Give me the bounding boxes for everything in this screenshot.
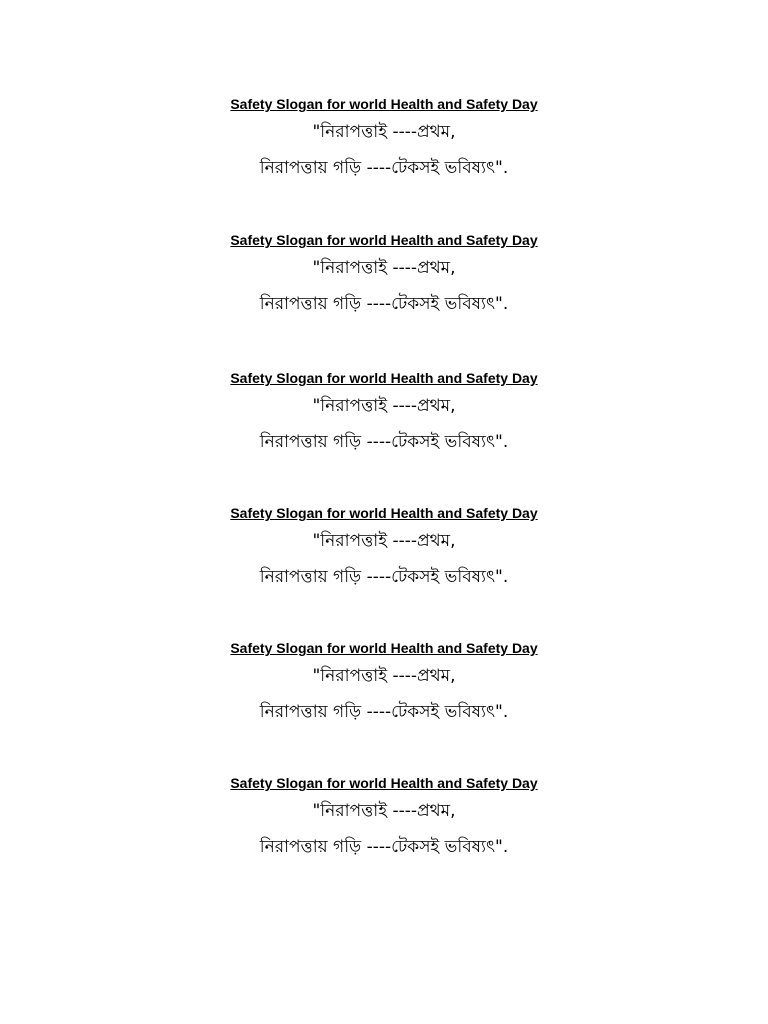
slogan-line-second: নিরাপত্তায় গড়ি ----টেকসই ভবিষ্যৎ". [259, 158, 509, 178]
slogan-block [0, 774, 768, 858]
slogan-line-first: "নিরাপত্তাই ----প্রথম, [312, 122, 456, 142]
slogan-block [0, 504, 768, 588]
slogan-heading: Safety Slogan for world Health and Safety Day [230, 505, 538, 521]
slogan-block [0, 95, 768, 179]
slogan-line-first: "নিরাপত্তাই ----প্রথম, [312, 531, 456, 551]
slogan-block [0, 369, 768, 453]
slogan-block [0, 231, 768, 315]
slogan-line-second: নিরাপত্তায় গড়ি ----টেকসই ভবিষ্যৎ". [259, 432, 509, 452]
slogan-line-second: নিরাপত্তায় গড়ি ----টেকসই ভবিষ্যৎ". [259, 837, 509, 857]
slogan-line-first: "নিরাপত্তাই ----প্রথম, [312, 396, 456, 416]
slogan-heading: Safety Slogan for world Health and Safety Day [230, 370, 538, 386]
slogan-heading: Safety Slogan for world Health and Safety Day [230, 640, 538, 656]
slogan-heading: Safety Slogan for world Health and Safety Day [230, 232, 538, 248]
slogan-heading: Safety Slogan for world Health and Safety Day [230, 96, 538, 112]
slogan-line-second: নিরাপত্তায় গড়ি ----টেকসই ভবিষ্যৎ". [259, 294, 509, 314]
slogan-line-first: "নিরাপত্তাই ----প্রথম, [312, 258, 456, 278]
slogan-block [0, 639, 768, 723]
slogan-line-first: "নিরাপত্তাই ----প্রথম, [312, 666, 456, 686]
slogan-heading: Safety Slogan for world Health and Safety Day [230, 775, 538, 791]
slogan-line-second: নিরাপত্তায় গড়ি ----টেকসই ভবিষ্যৎ". [259, 567, 509, 587]
slogan-line-first: "নিরাপত্তাই ----প্রথম, [312, 801, 456, 821]
slogan-line-second: নিরাপত্তায় গড়ি ----টেকসই ভবিষ্যৎ". [259, 702, 509, 722]
